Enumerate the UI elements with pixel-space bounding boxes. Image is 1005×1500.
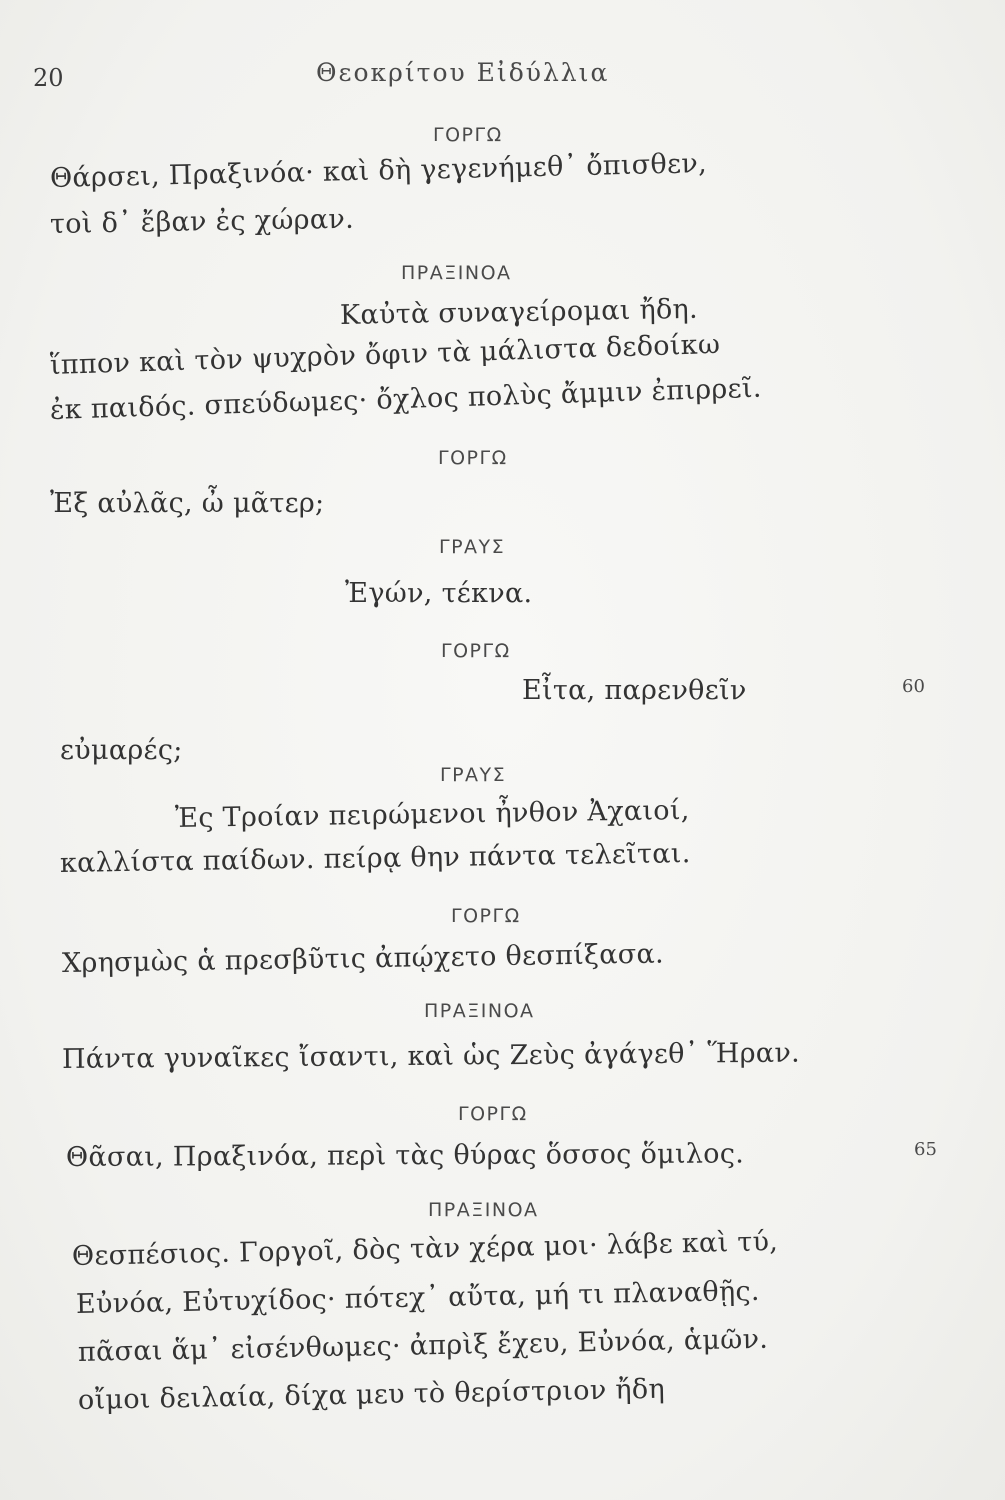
verse-line: Καὐτὰ συναγείρομαι ἤδη. [339,293,699,331]
speaker-label: ΓΟΡΓΩ [451,905,521,927]
verse-line: πᾶσαι ἅμ᾽ εἰσένθωμες· ἀπρὶξ ἔχευ, Εὐνόα, ἁμῶν. [77,1323,769,1368]
verse-line: Εἶτα, παρενθεῖν [522,675,747,706]
speaker-label: ΠΡΑΞΙΝΟΑ [428,1199,539,1221]
line-number: 60 [902,676,925,697]
verse-line: Ἐξ αὐλᾶς, ὦ μᾶτερ; [50,488,325,519]
verse-line: τοὶ δ᾽ ἔβαν ἐς χώραν. [49,203,355,240]
speaker-label: ΓΟΡΓΩ [458,1103,528,1125]
verse-line: Εὐνόα, Εὐτυχίδος· πότεχ᾽ αὔτα, μή τι πλαναθῇς. [75,1275,761,1320]
verse-line: ἵππον καὶ τὸν ψυχρὸν ὄφιν τὰ μάλιστα δεδοίκω [49,328,721,381]
verse-line: εὐμαρές; [60,735,183,766]
verse-line: καλλίστα παίδων. πείρᾳ θην πάντα τελεῖται. [59,838,691,879]
speaker-label: ΓΟΡΓΩ [438,447,508,469]
verse-line: Ἐς Τροίαν πειρώμενοι ἦνθον Ἀχαιοί, [174,794,690,834]
speaker-label: ΠΡΑΞΙΝΟΑ [424,1000,535,1022]
page-number: 20 [33,64,64,92]
speaker-label: ΓΡΑΥΣ [439,536,506,558]
running-title: Θεοκρίτου Εἰδύλλια [316,58,610,87]
verse-line: Πάντα γυναῖκες ἴσαντι, καὶ ὡς Ζεὺς ἀγάγεθ᾽ Ἥραν. [61,1037,801,1075]
line-number: 65 [914,1139,937,1160]
speaker-label: ΓΟΡΓΩ [441,640,511,662]
verse-line: Θεσπέσιος. Γοργοῖ, δὸς τὰν χέρα μοι· λάβε καὶ τύ, [71,1226,779,1272]
verse-line: ἐκ παιδός. σπεύδωμες· ὄχλος πολὺς ἄμμιν ἐπιρρεῖ. [49,372,763,426]
speaker-label: ΓΡΑΥΣ [440,764,507,786]
verse-line: οἴμοι δειλαία, δίχα μευ τὸ θερίστριον ἤδη [77,1373,666,1416]
verse-line: Χρησμὼς ἁ πρεσβῦτις ἀπῴχετο θεσπίξασα. [61,938,665,979]
verse-line: Ἐγών, τέκνα. [345,578,533,609]
verse-line: Θᾶσαι, Πραξινόα, περὶ τὰς θύρας ὅσσος ὅμιλος. [65,1138,745,1173]
speaker-label: ΓΟΡΓΩ [433,124,503,146]
verse-line: Θάρσει, Πραξινόα· καὶ δὴ γεγενήμεθ᾽ ὄπισθεν, [49,148,708,194]
speaker-label: ΠΡΑΞΙΝΟΑ [401,262,512,284]
